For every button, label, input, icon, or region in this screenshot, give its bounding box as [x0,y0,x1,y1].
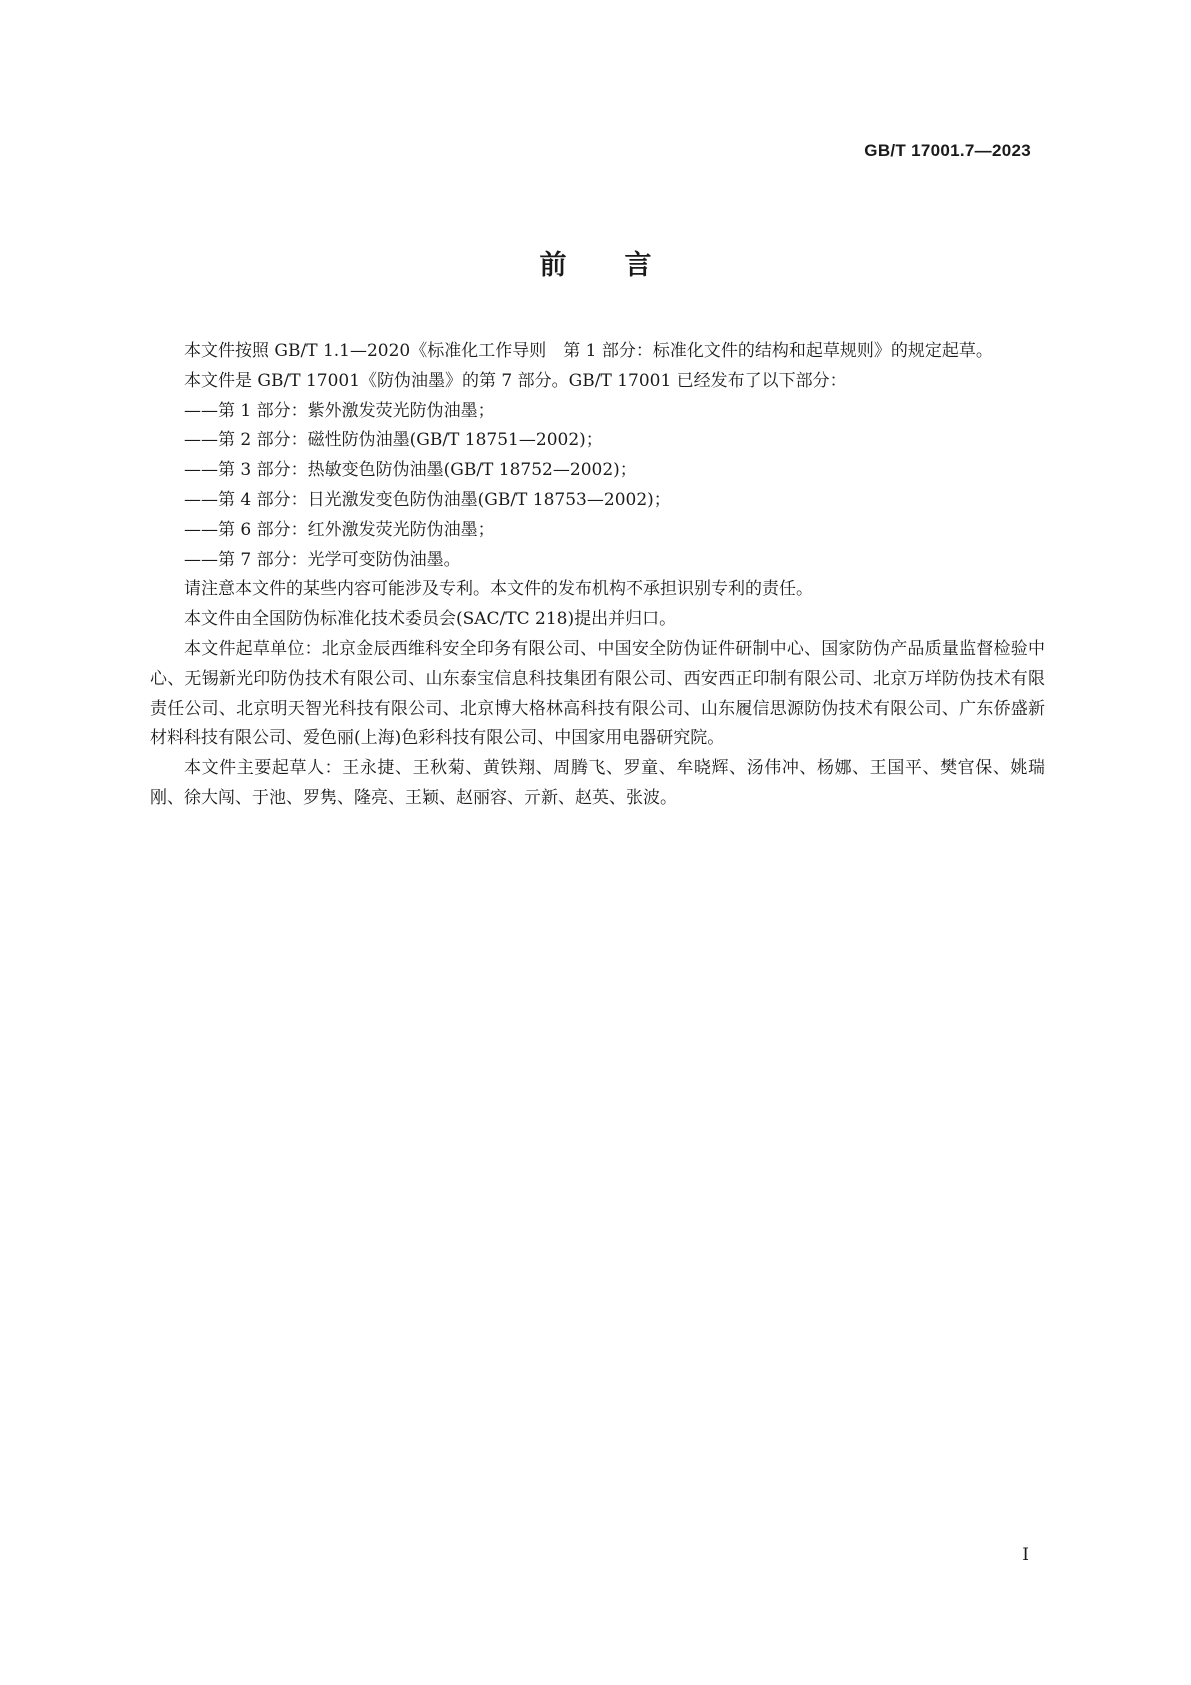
page-number: I [1022,1545,1029,1565]
title-char-1: 前 [539,250,567,281]
list-item: ——第 3 部分：热敏变色防伪油墨(GB/T 18752—2002)； [184,460,637,481]
paragraph: 本文件主要起草人：王永捷、王秋菊、黄铁翔、周腾飞、罗童、牟晓辉、汤伟冲、杨娜、王国平、樊官保、姚瑞刚、徐大闯、于池、罗隽、隆亮、王颖、赵丽容、亓新、赵英、张波。 [150,758,1045,808]
list-item: ——第 7 部分：光学可变防伪油墨。 [184,549,461,570]
foreword-body [150,337,1045,814]
paragraph: 本文件按照 GB/T 1.1—2020《标准化工作导则 第 1 部分：标准化文件的结构和起草规则》的规定起草。 [184,341,993,361]
page-title [0,243,1191,282]
title-char-2: 言 [624,250,652,281]
list-item: ——第 2 部分：磁性防伪油墨(GB/T 18751—2002)； [184,430,603,451]
paragraph: 本文件是 GB/T 17001《防伪油墨》的第 7 部分。GB/T 17001 已经发布了以下部分： [184,370,847,391]
list-item: ——第 4 部分：日光激发变色防伪油墨(GB/T 18753—2002)； [184,489,671,510]
list-item: ——第 1 部分：紫外激发荧光防伪油墨； [184,400,495,421]
list-item: ——第 6 部分：红外激发荧光防伪油墨； [184,519,495,540]
paragraph: 请注意本文件的某些内容可能涉及专利。本文件的发布机构不承担识别专利的责任。 [184,579,813,600]
paragraph: 本文件由全国防伪标准化技术委员会(SAC/TC 218)提出并归口。 [184,609,677,630]
paragraph: 本文件起草单位：北京金辰西维科安全印务有限公司、中国安全防伪证件研制中心、国家防伪产品质量监督检验中心、无锡新光印防伪技术有限公司、山东泰宝信息科技集团有限公司、西安西正印制有限公司、北京万垟防伪技术有限责任公司、北京明天智光科技有限公司、北京博大格林高科技有限公司、山东履信思源防伪技术有限公司、广东侨盛新材料科技有限公司、爱色丽(上海)色彩科技有限公司、中国家用电器研究院。 [150,638,1045,749]
standard-number: GB/T 17001.7—2023 [864,141,1031,160]
